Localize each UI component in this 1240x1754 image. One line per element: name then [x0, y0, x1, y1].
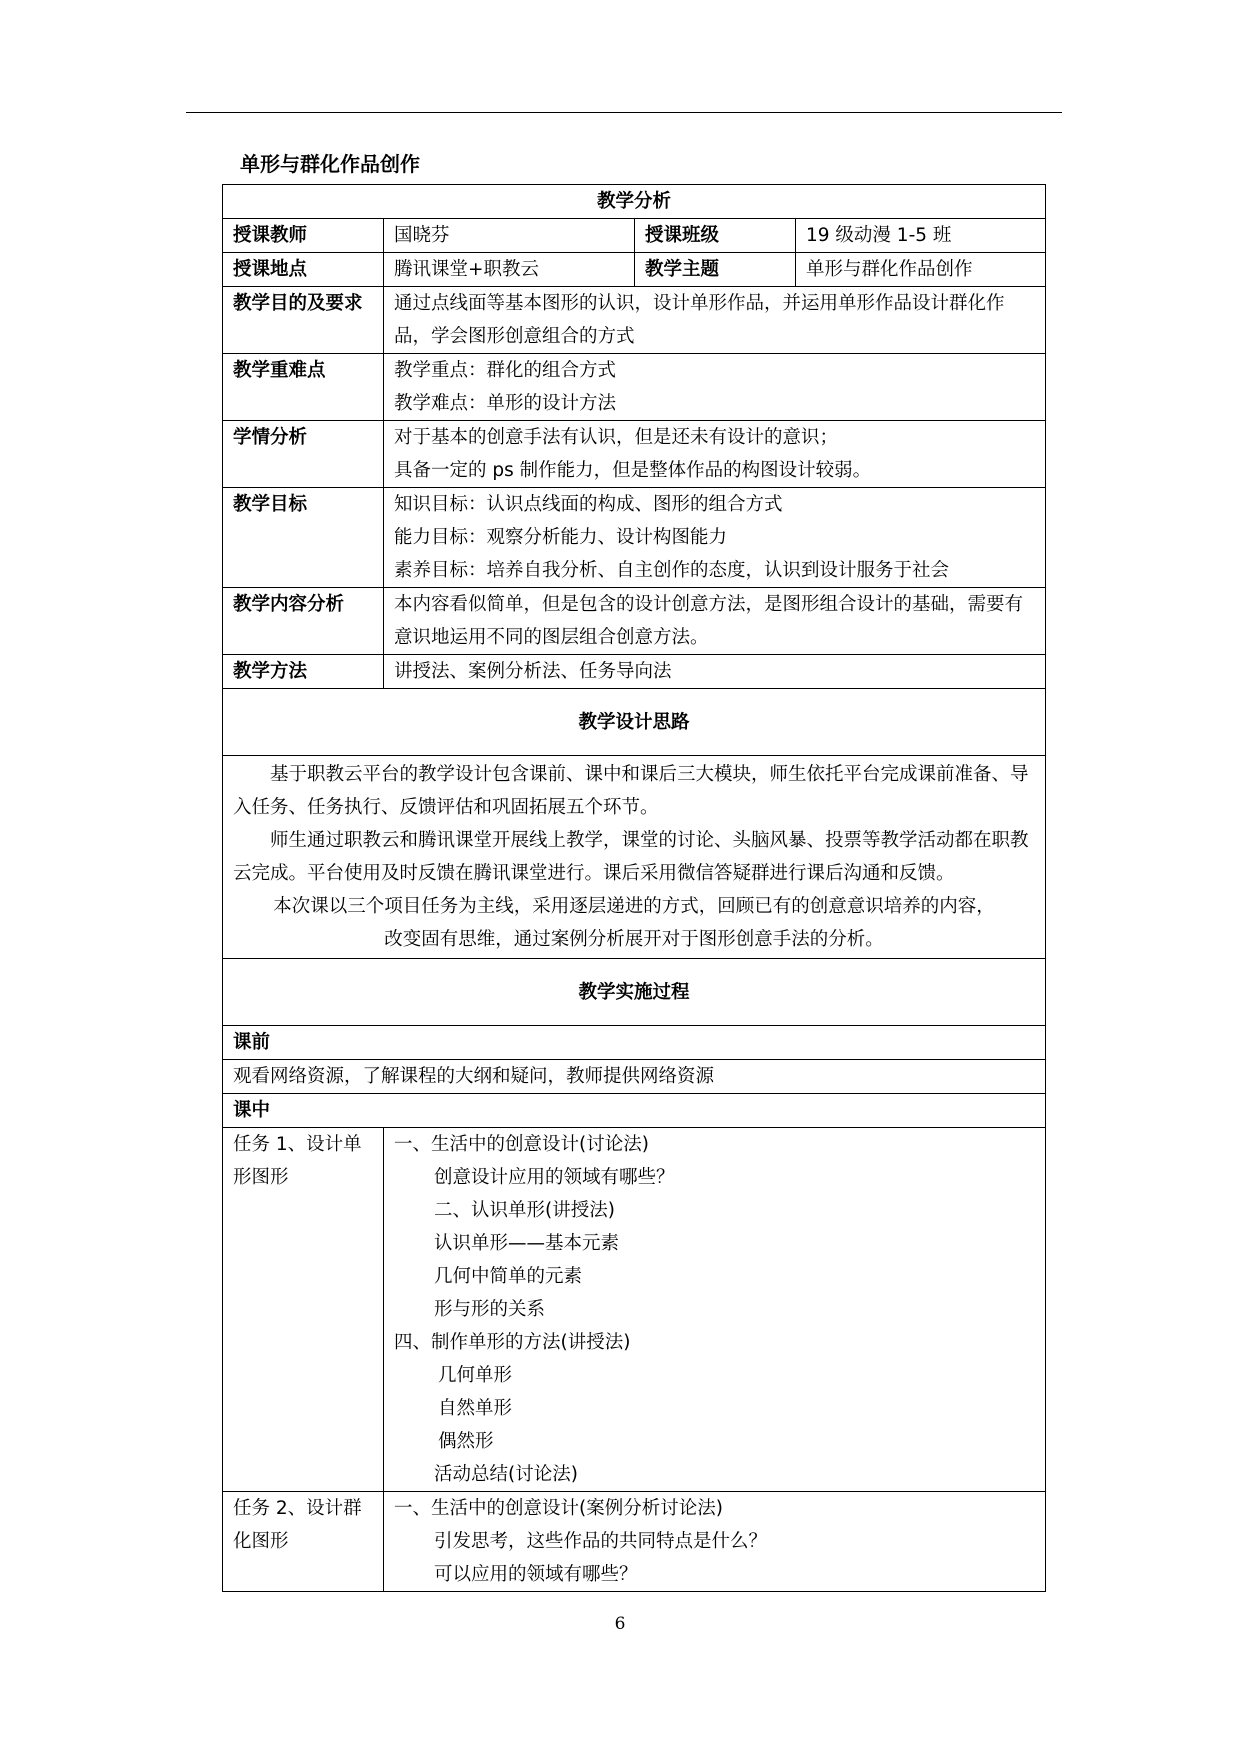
- task1-line: 形与形的关系: [434, 1299, 546, 1320]
- task1-line: 一、生活中的创意设计(讨论法): [394, 1134, 649, 1155]
- during-label: 课中: [223, 1094, 1046, 1128]
- lesson-plan-table: [222, 184, 1046, 1592]
- goal-line: 知识目标：认识点线面的构成、图形的组合方式: [394, 494, 783, 515]
- during-label-row: [223, 1094, 1046, 1128]
- topic-value: 单形与群化作品创作: [796, 253, 1046, 287]
- analysis-heading: 教学分析: [223, 185, 1046, 219]
- design-paragraph-1: 基于职教云平台的教学设计包含课前、课中和课后三大模块，师生依托平台完成课前准备、导入任务、任务执行、反馈评估和巩固拓展五个环节。: [233, 764, 1029, 818]
- keypoints-row: [223, 354, 1046, 421]
- task2-content: [384, 1492, 1046, 1592]
- task2-line: 可以应用的领域有哪些？: [434, 1564, 638, 1585]
- objective-row: [223, 287, 1046, 354]
- task1-line: 几何单形: [438, 1365, 513, 1386]
- teacher-label: 授课教师: [223, 219, 384, 253]
- analysis-heading-row: [223, 185, 1046, 219]
- content-label: 教学内容分析: [223, 588, 384, 655]
- keypoints-label: 教学重难点: [223, 354, 384, 421]
- design-body-row: [223, 756, 1046, 959]
- content-row: [223, 588, 1046, 655]
- task1-content: [384, 1128, 1046, 1492]
- learner-line: 对于基本的创意手法有认识，但是还未有设计的意识；: [394, 427, 839, 448]
- goals-label: 教学目标: [223, 488, 384, 588]
- topic-label: 教学主题: [635, 253, 796, 287]
- keypoints-value: [384, 354, 1046, 421]
- place-label: 授课地点: [223, 253, 384, 287]
- task1-row: [223, 1128, 1046, 1492]
- place-row: [223, 253, 1046, 287]
- before-row: [223, 1060, 1046, 1094]
- teacher-row: [223, 219, 1046, 253]
- task1-line: 创意设计应用的领域有哪些？: [434, 1167, 675, 1188]
- process-heading-row: [223, 959, 1046, 1026]
- page-number: 6: [614, 1614, 626, 1634]
- design-paragraph-3a: 本次课以三个项目任务为主线，采用逐层递进的方式，回顾已有的创意意识培养的内容，: [273, 896, 995, 917]
- task1-line: 二、认识单形(讲授法): [434, 1200, 615, 1221]
- learner-row: [223, 421, 1046, 488]
- design-body: [223, 756, 1046, 959]
- content-value: 本内容看似简单，但是包含的设计创意方法，是图形组合设计的基础，需要有意识地运用不同的图层组合创意方法。: [384, 588, 1046, 655]
- design-heading: 教学设计思路: [223, 689, 1046, 756]
- task2-label: 任务 2、设计群化图形: [223, 1492, 384, 1592]
- before-label: 课前: [223, 1026, 1046, 1060]
- keypoint-line: 教学重点：群化的组合方式: [394, 360, 617, 381]
- before-label-row: [223, 1026, 1046, 1060]
- before-value: 观看网络资源，了解课程的大纲和疑问，教师提供网络资源: [223, 1060, 1046, 1094]
- objective-value: 通过点线面等基本图形的认识，设计单形作品，并运用单形作品设计群化作品，学会图形创意组合的方式: [384, 287, 1046, 354]
- class-label: 授课班级: [635, 219, 796, 253]
- design-paragraph-2: 师生通过职教云和腾讯课堂开展线上教学，课堂的讨论、头脑风暴、投票等教学活动都在职教云完成。平台使用及时反馈在腾讯课堂进行。课后采用微信答疑群进行课后沟通和反馈。: [233, 830, 1029, 884]
- keypoint-line: 教学难点：单形的设计方法: [394, 393, 617, 414]
- task2-line: 引发思考，这些作品的共同特点是什么？: [434, 1531, 768, 1552]
- learner-value: [384, 421, 1046, 488]
- objective-label: 教学目的及要求: [223, 287, 384, 354]
- goals-value: [384, 488, 1046, 588]
- goal-line: 素养目标：培养自我分析、自主创作的态度，认识到设计服务于社会: [394, 560, 950, 581]
- design-paragraph-3b: 改变固有思维，通过案例分析展开对于图形创意手法的分析。: [384, 929, 884, 950]
- task1-line: 认识单形——基本元素: [434, 1233, 620, 1254]
- goals-row: [223, 488, 1046, 588]
- task1-line: 偶然形: [438, 1431, 494, 1452]
- class-value: 19 级动漫 1-5 班: [796, 219, 1046, 253]
- design-heading-row: [223, 689, 1046, 756]
- task1-line: 活动总结(讨论法): [434, 1464, 578, 1485]
- method-value: 讲授法、案例分析法、任务导向法: [384, 655, 1046, 689]
- task1-line: 几何中简单的元素: [434, 1266, 583, 1287]
- task2-line: 一、生活中的创意设计(案例分析讨论法): [394, 1498, 723, 1519]
- document-title: 单形与群化作品创作: [240, 152, 420, 176]
- learner-label: 学情分析: [223, 421, 384, 488]
- learner-line: 具备一定的 ps 制作能力，但是整体作品的构图设计较弱。: [394, 460, 872, 481]
- task1-line: 自然单形: [438, 1398, 513, 1419]
- task1-label: 任务 1、设计单形图形: [223, 1128, 384, 1492]
- process-heading: 教学实施过程: [223, 959, 1046, 1026]
- place-value: 腾讯课堂+职教云: [384, 253, 635, 287]
- task2-row: [223, 1492, 1046, 1592]
- header-rule: [186, 112, 1062, 113]
- method-row: [223, 655, 1046, 689]
- goal-line: 能力目标：观察分析能力、设计构图能力: [394, 527, 728, 548]
- method-label: 教学方法: [223, 655, 384, 689]
- teacher-value: 国晓芬: [384, 219, 635, 253]
- task1-line: 四、制作单形的方法(讲授法): [394, 1332, 631, 1353]
